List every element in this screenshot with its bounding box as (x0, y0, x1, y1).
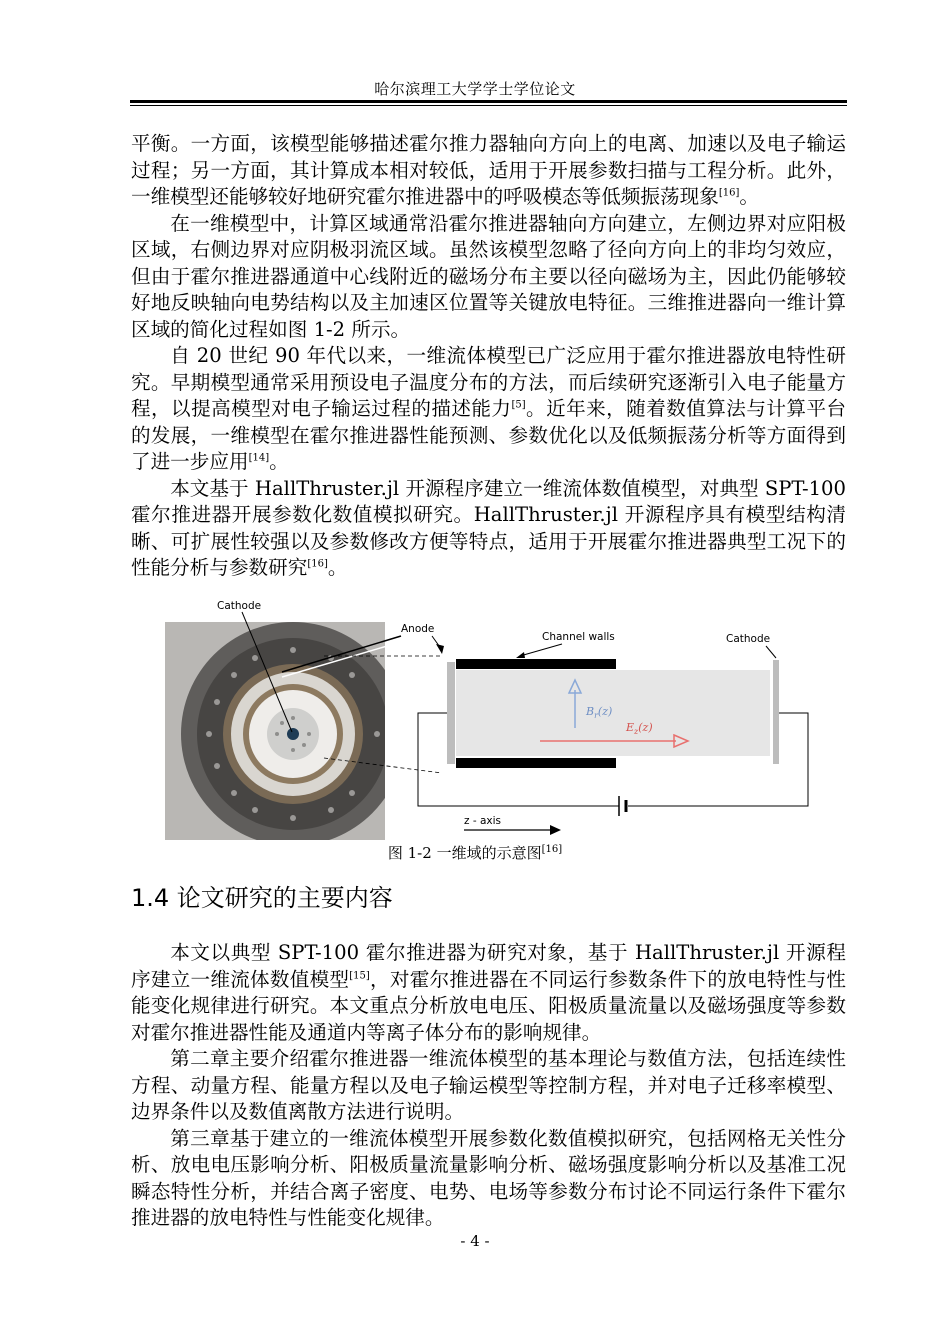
paragraph: 本文以典型 SPT-100 霍尔推进器为研究对象，基于 HallThruster.jl 开源程序建立一维流体数值模型[15]，对霍尔推进器在不同运行参数条件下的放电特性与性能变化规律进行研究。本文重点分析放电电压、阳极质量流量以及磁场强度等参数对霍尔推进器性能及通道内等离子体分布的影响规律。 (131, 941, 847, 1044)
paragraph: 在一维模型中，计算区域通常沿霍尔推进器轴向方向建立，左侧边界对应阳极区域，右侧边界对应阴极羽流区域。虽然该模型忽略了径向方向上的非均匀效应，但由于霍尔推进器通道中心线附近的磁场分布主要以径向磁场为主，因此仍能够较好地反映轴向电势结构以及主加速区位置等关键放电特征。三维推进器向一维计算区域的简化过程如图 1-2 所示。 (131, 211, 846, 341)
channel-wall-bottom (456, 758, 616, 768)
anode-plate (447, 662, 455, 764)
header-rule (130, 100, 847, 103)
citation: [16] (718, 187, 740, 199)
anode-label: Anode (401, 623, 435, 635)
running-header: 哈尔滨理工大学学士学位论文 (374, 80, 576, 98)
page-number: - 4 - (460, 1232, 490, 1250)
paragraph: 第二章主要介绍霍尔推进器一维流体模型的基本理论与数值方法，包括连续性方程、动量方程、能量方程以及电子输运模型等控制方程，并对电子迁移率模型、边界条件以及数值离散方法进行说明。 (131, 1047, 846, 1123)
z-axis-label: z - axis (464, 815, 502, 827)
paragraph: 自 20 世纪 90 年代以来，一维流体模型已广泛应用于霍尔推进器放电特性研究。早期模型通常采用预设电子温度分布的方法，而后续研究逐渐引入电子能量方程，以提高模型对电子输运过程的描述能力[5]。近年来，随着数值算法与计算平台的发展，一维模型在霍尔推进器性能预测、参数优化以及低频振荡分析等方面得到了进一步应用[14]。 (131, 344, 847, 473)
channel-wall-top (456, 659, 616, 669)
citation: [14] (248, 452, 270, 464)
figure-caption: 图 1-2 一维域的示意图[16] (387, 844, 563, 862)
paragraph: 第三章基于建立的一维流体模型开展参数化数值模拟研究，包括网格无关性分析、放电电压影响分析、阳极质量流量影响分析、磁场强度影响分析以及基准工况瞬态特性分析，并结合离子密度、电势、电场等参数分布讨论不同运行条件下霍尔推进器的放电特性与性能变化规律。 (131, 1126, 846, 1229)
citation: [15] (349, 969, 370, 981)
figure-1-2 (164, 598, 820, 848)
header-rule-thin (130, 105, 847, 106)
cathode-photo-label: Cathode (217, 600, 262, 612)
paragraph: 本文基于 HallThruster.jl 开源程序建立一维流体数值模型，对典型 SPT-100 霍尔推进器开展参数化数值模拟研究。HallThruster.jl 开源程序具有模型结构清晰、可扩展性较强以及参数修改方便等特点，适用于开展霍尔推进器典型工况下的性能分析与参数研究[16]。 (131, 476, 846, 579)
cathode-label: Cathode (726, 633, 771, 645)
citation: [5] (511, 399, 526, 411)
cathode-plate (773, 660, 779, 764)
section-heading: 1.4 论文研究的主要内容 (131, 884, 393, 912)
paragraph: 平衡。一方面，该模型能够描述霍尔推力器轴向方向上的电离、加速以及电子输运过程；另一方面，其计算成本相对较低，适用于开展参数扫描与工程分析。此外，一维模型还能够较好地研究霍尔推进器中的呼吸模态等低频振荡现象[16]。 (131, 132, 846, 208)
citation: [16] (307, 558, 328, 570)
br-label: $B_r(z)$ (586, 705, 613, 720)
channel-walls-label: Channel walls (542, 631, 615, 643)
citation: [16] (541, 844, 563, 855)
body-text-bottom (131, 940, 846, 1232)
ez-label: $E_z(z)$ (626, 721, 653, 736)
body-text-top (131, 131, 846, 582)
channel (456, 670, 770, 756)
